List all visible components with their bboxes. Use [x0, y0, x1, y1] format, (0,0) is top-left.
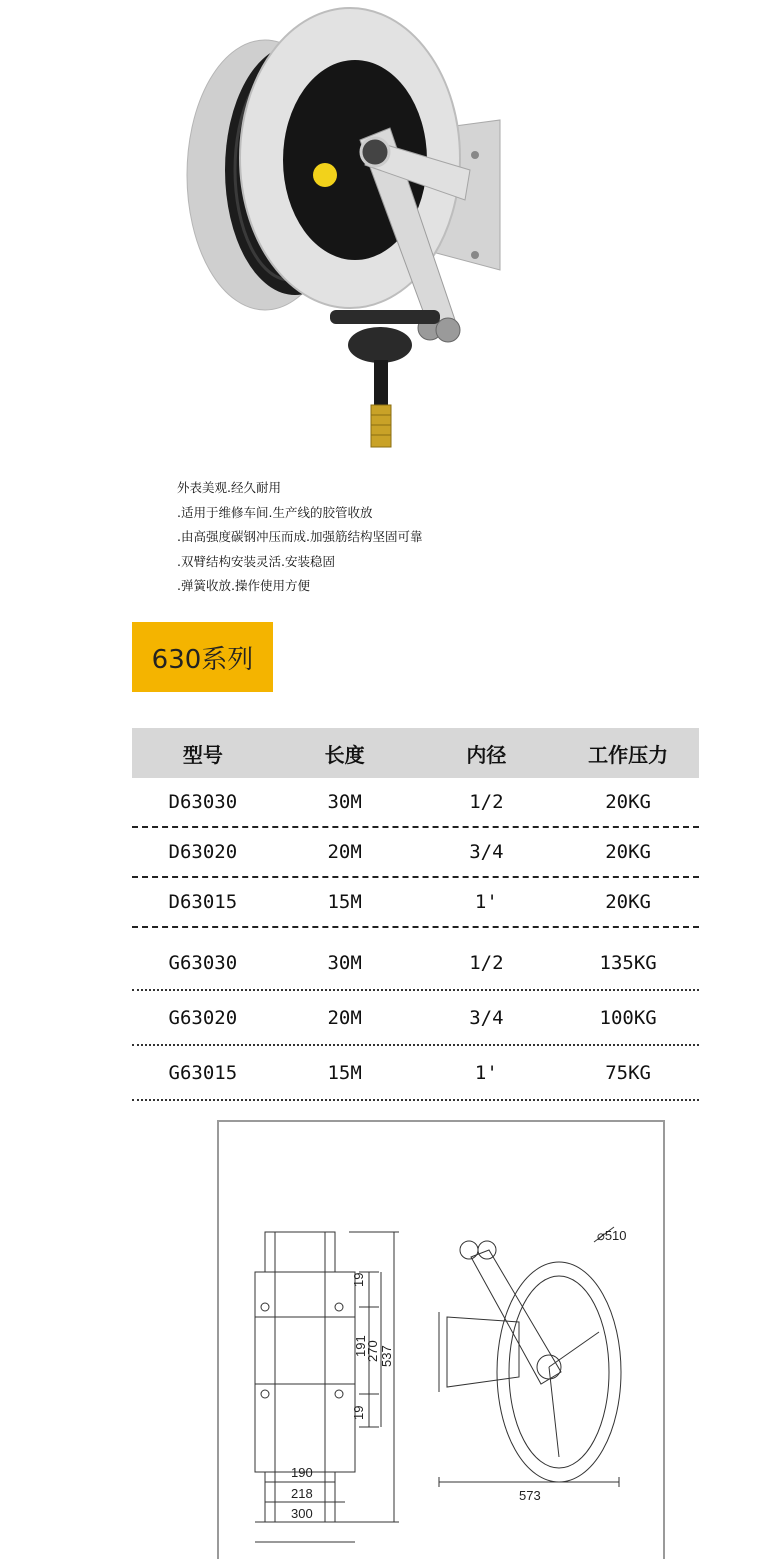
dim-diameter-510: ⌀510	[597, 1228, 627, 1243]
hose-reel-photo	[170, 0, 520, 460]
cell-pressure: 135KG	[599, 951, 657, 974]
table-row	[132, 991, 699, 1046]
cell-inner-diameter: 1/2	[469, 791, 504, 813]
cell-inner-diameter: 1'	[474, 1061, 498, 1084]
dimension-drawing	[217, 1120, 665, 1559]
series-badge: 630系列	[132, 622, 273, 692]
feature-list	[177, 476, 422, 599]
header-length: 长度	[324, 742, 365, 767]
cell-model: D63020	[168, 841, 238, 863]
cell-inner-diameter: 1'	[474, 891, 498, 913]
cell-model: D63030	[168, 791, 238, 813]
cell-model: G63020	[168, 1006, 238, 1029]
cell-pressure: 75KG	[605, 1061, 651, 1084]
dim-191: 191	[353, 1335, 368, 1357]
cell-model: G63030	[168, 951, 238, 974]
cell-length: 30M	[327, 951, 362, 974]
feature-item: .由高强度碳钢冲压而成.加强筋结构坚固可靠	[177, 529, 423, 544]
header-inner-diameter: 内径	[466, 742, 507, 767]
dim-190: 190	[291, 1465, 313, 1480]
cell-model: D63015	[168, 891, 238, 913]
table-row	[132, 878, 699, 928]
table-row	[132, 936, 699, 991]
cell-pressure: 20KG	[605, 791, 651, 813]
cell-length: 15M	[327, 1061, 362, 1084]
cell-pressure: 20KG	[605, 841, 651, 863]
header-pressure: 工作压力	[588, 742, 669, 767]
cell-length: 30M	[327, 791, 362, 813]
cell-pressure: 100KG	[599, 1006, 657, 1029]
dim-218: 218	[291, 1486, 313, 1501]
dim-537: 537	[379, 1345, 394, 1367]
dim-300: 300	[291, 1506, 313, 1521]
table-header	[132, 728, 699, 778]
cell-inner-diameter: 3/4	[469, 841, 504, 863]
cell-length: 15M	[327, 891, 362, 913]
dim-19-bottom: 19	[351, 1405, 366, 1420]
spec-table	[132, 728, 699, 1101]
table-row	[132, 1046, 699, 1101]
feature-item: .适用于维修车间.生产线的胶管收放	[177, 504, 373, 520]
feature-item: .弹簧收放.操作使用方便	[177, 578, 310, 593]
cell-pressure: 20KG	[605, 891, 651, 913]
dim-573: 573	[519, 1488, 541, 1503]
dim-19-top: 19	[351, 1272, 366, 1287]
table-row	[132, 828, 699, 878]
table-row	[132, 778, 699, 828]
cell-length: 20M	[327, 841, 362, 863]
dimension-drawing-svg	[219, 1122, 663, 1559]
feature-item: 外表美观.经久耐用	[177, 480, 281, 495]
cell-length: 20M	[327, 1006, 362, 1029]
feature-item: .双臂结构安装灵活.安装稳固	[177, 553, 335, 569]
cell-model: G63015	[168, 1061, 238, 1084]
cell-inner-diameter: 1/2	[469, 951, 504, 974]
header-model: 型号	[182, 742, 223, 767]
cell-inner-diameter: 3/4	[469, 1006, 504, 1029]
dim-270: 270	[365, 1340, 380, 1362]
